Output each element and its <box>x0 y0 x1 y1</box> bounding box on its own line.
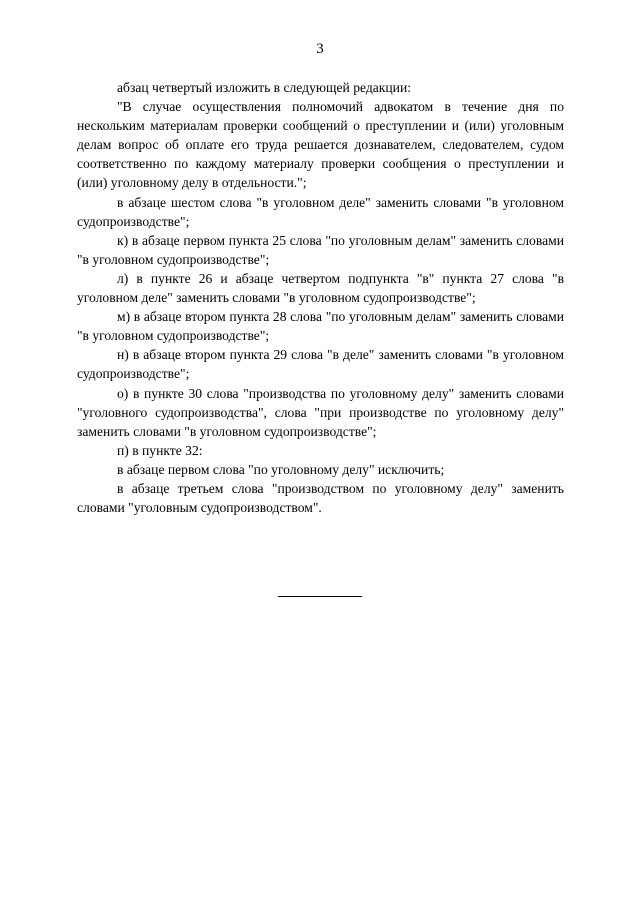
paragraph-1: абзац четвертый изложить в следующей редакции: <box>117 80 412 95</box>
paragraph-8: о) в пункте 30 слова "производства по уголовному делу" заменить словами "уголовного судопроизводства", слова "при производстве по уголовному делу" заменить словами "в уголовном судопроизводстве"; <box>77 385 564 439</box>
paragraph-10: в абзаце первом слова "по уголовному делу" исключить; <box>117 461 445 477</box>
paragraph-7: н) в абзаце втором пункта 29 слова "в деле" заменить словами "в уголовном судопроизводстве"; <box>77 347 564 382</box>
paragraph-2: "В случае осуществления полномочий адвокатом в течение дня по нескольким материалам проверки сообщений о преступлении и (или) уголовным делам вопрос об оплате его труда решается дознавателем, следователем, судом соответственно по каждому материалу проверки сообщения о преступлении и (или) уголовному делу в отдельности."; <box>77 99 564 191</box>
paragraph-5: л) в пункте 26 и абзаце четвертом подпункта "в" пункта 27 слова "в уголовном деле" заменить словами "в уголовном судопроизводстве"; <box>77 270 564 306</box>
end-of-text-divider <box>278 596 362 597</box>
paragraph-11: в абзаце третьем слова "производством по уголовному делу" заменить словами "уголовным судопроизводством". <box>77 480 564 516</box>
document-body <box>77 78 564 517</box>
paragraph-9: п) в пункте 32: <box>117 442 203 458</box>
paragraph-4: к) в абзаце первом пункта 25 слова "по уголовным делам" заменить словами "в уголовном судопроизводстве"; <box>77 232 564 267</box>
paragraph-3: в абзаце шестом слова "в уголовном деле" заменить словами "в уголовном судопроизводстве"; <box>77 194 564 229</box>
page-number: 3 <box>316 41 324 57</box>
paragraph-6: м) в абзаце втором пункта 28 слова "по уголовным делам" заменить словами "в уголовном судопроизводстве"; <box>77 309 564 344</box>
